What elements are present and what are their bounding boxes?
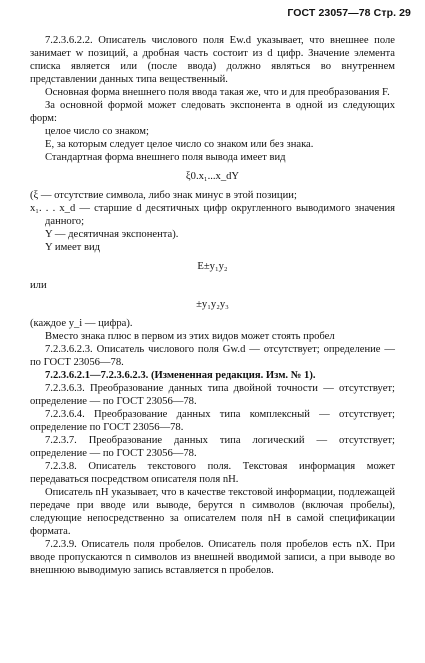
paragraph-7-2-3-6-4: 7.2.3.6.4. Преобразование данных типа комплексный — отсутствует; определение по ГОСТ 23056—78. [30, 409, 395, 433]
formula-exponent-e: E±y₁y₂ [197, 261, 228, 272]
paragraph-or: или [30, 280, 47, 291]
paragraph-standard-output-form: Стандартная форма внешнего поля вывода имеет вид [45, 152, 286, 163]
formula-exponent-sign: ±y₁y₂y₃ [196, 299, 229, 310]
document-body [30, 34, 395, 577]
paragraph-7-2-3-8: 7.2.3.8. Описатель текстового поля. Текстовая информация может передаваться посредством описателя поля nH. [30, 461, 395, 485]
list-item-signed-integer: целое число со знаком; [45, 126, 149, 137]
paragraph-digits-definition: x₁. . . x_d — старшие d десятичных цифр округленного выводимого значения данного; [30, 203, 395, 227]
paragraph-7-2-3-7: 7.2.3.7. Преобразование данных типа логический — отсутствует; определение — по ГОСТ 23056—78. [30, 435, 395, 459]
paragraph-exponent-follow: За основной формой может следовать экспонента в одной из следующих форм: [30, 100, 395, 124]
paragraph-amendment: 7.2.3.6.2.1—7.2.3.6.2.3. (Измененная редакция. Изм. № 1). [45, 370, 316, 381]
paragraph-digit-note: (каждое y_i — цифра). [30, 318, 133, 329]
paragraph-plus-space: Вместо знака плюс в первом из этих видов может стоять пробел [45, 331, 335, 342]
paragraph-nh-descriptor: Описатель nH указывает, что в качестве текстовой информации, подлежащей передаче при вводе или выводе, берутся n символов (включая пробелы), следующие непосредственно за описателем поля nH в самой спецификации формата. [30, 487, 395, 537]
list-item-e-integer: E, за которым следует целое число со знаком или без знака. [45, 139, 314, 150]
paragraph-xi-definition: (ξ — отсутствие символа, либо знак минус в этой позиции; [30, 190, 297, 201]
paragraph-7-2-3-6-2-3: 7.2.3.6.2.3. Описатель числового поля Gw.d — отсутствует; определение — по ГОСТ 23056—78. [30, 344, 395, 368]
paragraph-y-form: Y имеет вид [45, 242, 101, 253]
paragraph-7-2-3-6-2-2: 7.2.3.6.2.2. Описатель числового поля Ew.d указывает, что внешнее поле занимает w позиций, а дробная часть состоит из d цифр. Значение элемента списка является или (после ввода) должно являться во внутреннем представлении данных типа вещественный. [30, 35, 395, 85]
paragraph-7-2-3-6-3: 7.2.3.6.3. Преобразование данных типа двойной точности — отсутствует; определение — по ГОСТ 23056—78. [30, 383, 395, 407]
paragraph-basic-form: Основная форма внешнего поля ввода такая же, что и для преобразования F. [45, 87, 390, 98]
formula-output-form: ξ0.x₁...x_dY [185, 171, 240, 182]
paragraph-y-definition: Y — десятичная экспонента). [45, 229, 179, 240]
page-header: ГОСТ 23057—78 Стр. 29 [287, 7, 411, 19]
paragraph-7-2-3-9: 7.2.3.9. Описатель поля пробелов. Описатель поля пробелов есть nX. При вводе пропускаются n символов из внешней вводимой записи, а при выводе во внешнюю выводимую запись вставляется n пробелов. [30, 539, 395, 576]
